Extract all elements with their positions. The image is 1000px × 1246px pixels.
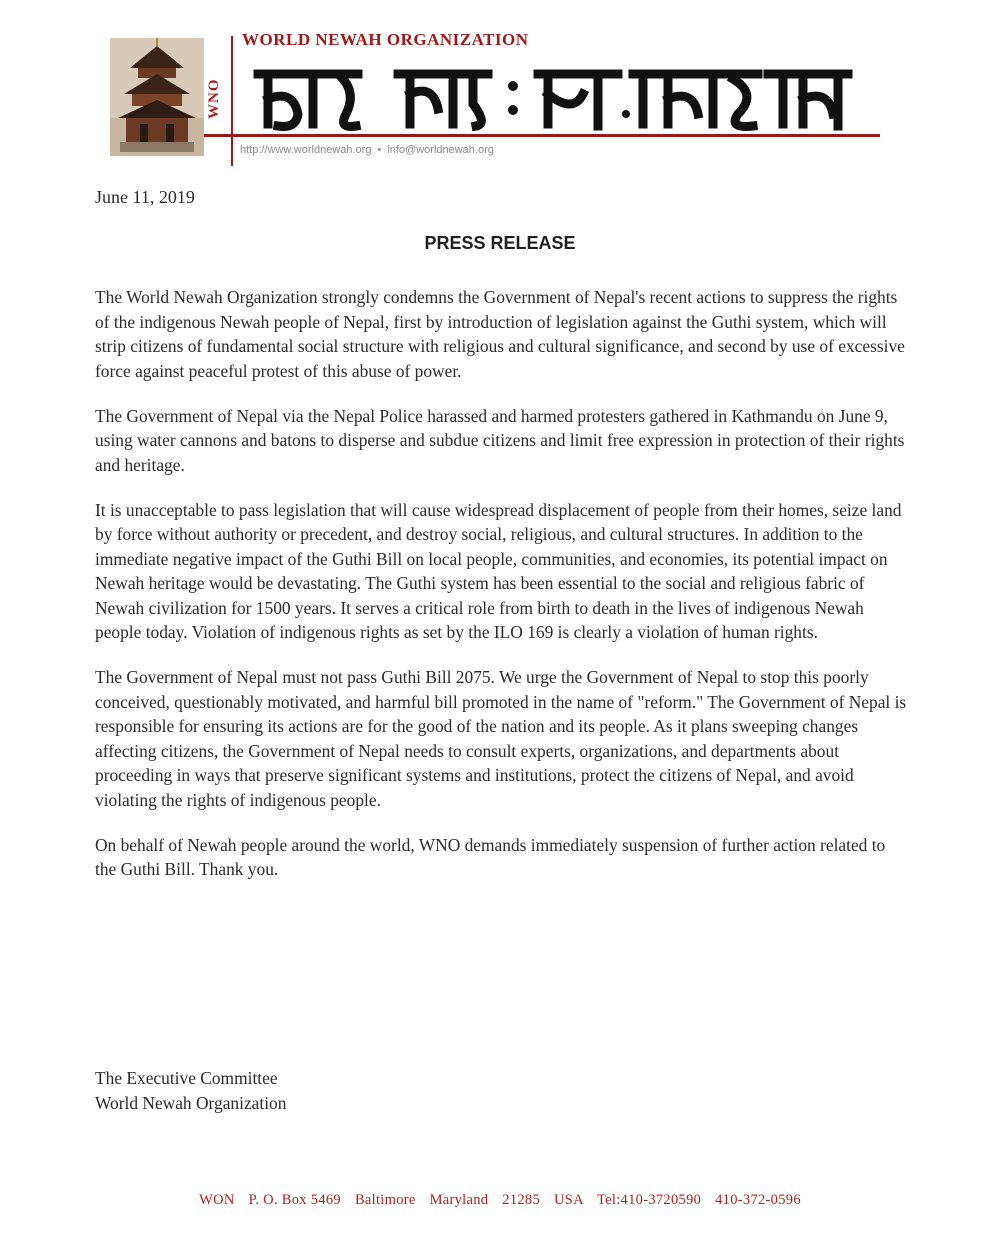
paragraph-3: It is unacceptable to pass legislation that will cause widespread displacement of people from their homes, seize land by force without authority or precedent, and destroy social, religious, and cultural structures. In addition to the immediate negative impact of the Guthi Bill on local people, communities, and economies, its potential impact on Newah heritage would be devastating. The Guthi system has been essential to the social and religious fabric of Newah civilization for 1500 years. It serves a critical role from birth to death in the lives of indigenous Newah people today. Violation of indigenous rights as set by the ILO 169 is clearly a violation of human rights. [95,499,902,642]
signoff [95,1066,286,1116]
footer-zip: 21285 [502,1192,541,1208]
footer-state: Maryland [429,1192,489,1208]
footer-tel2: 410-372-0596 [715,1192,801,1208]
contact-separator: • [377,144,382,156]
footer-city: Baltimore [354,1192,416,1208]
letterhead [110,24,890,164]
paragraph-4: The Government of Nepal must not pass Guthi Bill 2075. We urge the Government of Nepal to stop this poorly conceived, questionably motivated, and harmful bill promoted in the name of "reform." The Government of Nepal is responsible for ensuring its actions are for the good of the nation and its people. As it plans sweeping changes affecting citizens, the Government of Nepal needs to consult experts, organizations, and departments about proceeding in ways that preserve significant systems and institutions, protect the citizens of Nepal, and avoid violating the rights of indigenous people. [95,667,907,810]
footer-org: WON [199,1192,235,1208]
vertical-divider [231,36,233,166]
footer-country: USA [553,1192,584,1208]
signoff-organization: World Newah Organization [95,1093,287,1113]
temple-logo [110,38,204,156]
footer-address [0,1192,1000,1209]
header-rule [204,134,880,137]
press-release-title: PRESS RELEASE [424,233,576,253]
website-link[interactable]: http://www.worldnewah.org [240,144,372,156]
newah-script-logo [238,54,858,136]
letter-date: June 11, 2019 [95,187,195,207]
paragraph-2: The Government of Nepal via the Nepal Police harassed and harmed protesters gathered in Kathmandu on June 9, using water cannons and batons to disperse and subdue citizens and limit free expression in protection of their rights and heritage. [95,405,905,475]
footer-pobox: P. O. Box 5469 [248,1192,341,1208]
letter-body [95,285,910,902]
paragraph-5: On behalf of Newah people around the world, WNO demands immediately suspension of further action related to the Guthi Bill. Thank you. [95,834,886,879]
footer-tel: Tel:410-3720590 [597,1192,702,1208]
paragraph-1: The World Newah Organization strongly condemns the Government of Nepal's recent actions to suppress the rights of the indigenous Newah people of Nepal, first by introduction of legislation against the Guthi system, which will strip citizens of fundamental social structure with religious and cultural significance, and second by use of excessive force against peaceful protest of this abuse of power. [95,287,905,381]
wno-vertical-label: WNO [206,78,222,120]
organization-name: WORLD NEWAH ORGANIZATION [242,30,529,49]
contact-line [240,144,494,156]
email-link[interactable]: info@worldnewah.org [387,144,494,156]
signoff-committee: The Executive Committee [95,1068,278,1088]
